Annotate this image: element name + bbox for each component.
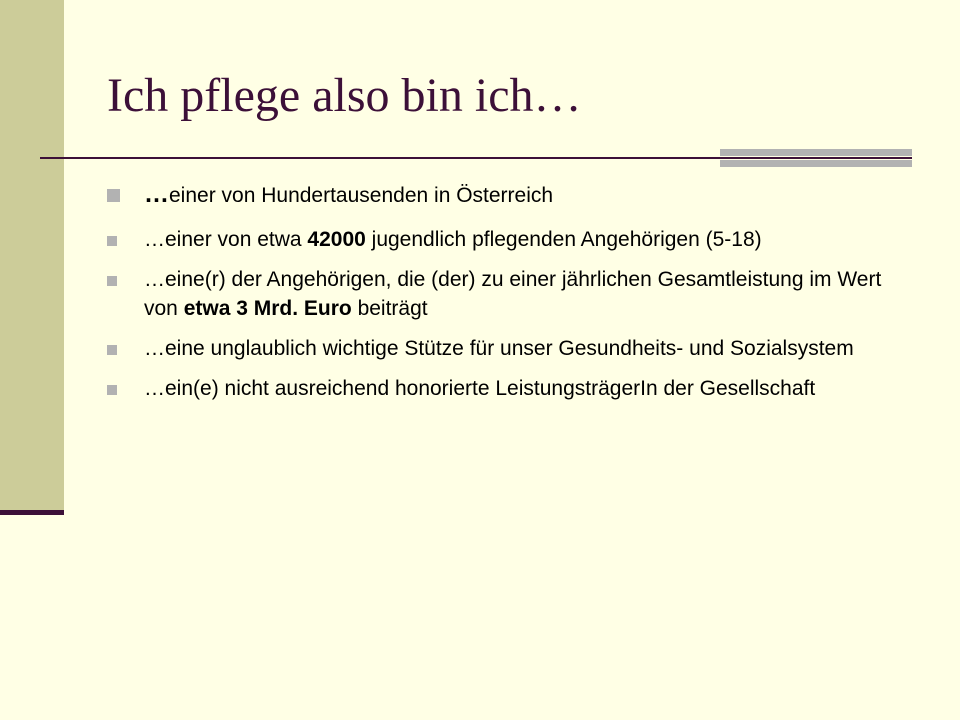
square-bullet-icon [107, 236, 117, 246]
side-bar-accent-line [0, 510, 64, 515]
bullet-item-2 [107, 225, 907, 254]
bullet-item-5-text: …ein(e) nicht ausreichend honorierte LeistungsträgerIn der Gesellschaft [144, 377, 816, 400]
title-rule-accent-top [720, 149, 912, 156]
square-bullet-icon [107, 276, 117, 286]
bullet-item-1-text: einer von Hundertausenden in Österreich [169, 184, 554, 207]
bullet-item-5 [107, 374, 907, 403]
bullet-item-3-text-post: beiträgt [351, 297, 428, 320]
bullet-list [107, 180, 907, 414]
square-bullet-icon [107, 345, 117, 355]
slide-title: Ich pflege also bin ich… [107, 69, 582, 122]
bullet-item-4 [107, 334, 907, 363]
side-bar [0, 0, 64, 510]
square-bullet-icon [107, 385, 117, 395]
bullet-item-3 [107, 265, 907, 323]
bullet-item-3-text-bold: etwa 3 Mrd. Euro [183, 297, 352, 320]
bullet-item-2-text-pre: …einer von etwa [144, 228, 308, 251]
bullet-item-4-text: …eine unglaublich wichtige Stütze für unser Gesundheits- und Sozialsystem [144, 337, 854, 360]
bullet-item-1 [107, 180, 907, 210]
bullet-item-1-ellipsis: … [144, 180, 169, 208]
bullet-item-2-text-bold: 42000 [307, 228, 366, 251]
bullet-item-3-text-pre: …eine(r) der Angehörigen, die (der) zu einer jährlichen Gesamtleistung im Wert von [144, 268, 882, 320]
square-bullet-icon [107, 189, 120, 202]
bullet-item-2-text-post: jugendlich pflegenden Angehörigen (5-18) [365, 228, 762, 251]
title-rule [40, 157, 912, 159]
title-rule-accent-bottom [720, 160, 912, 167]
